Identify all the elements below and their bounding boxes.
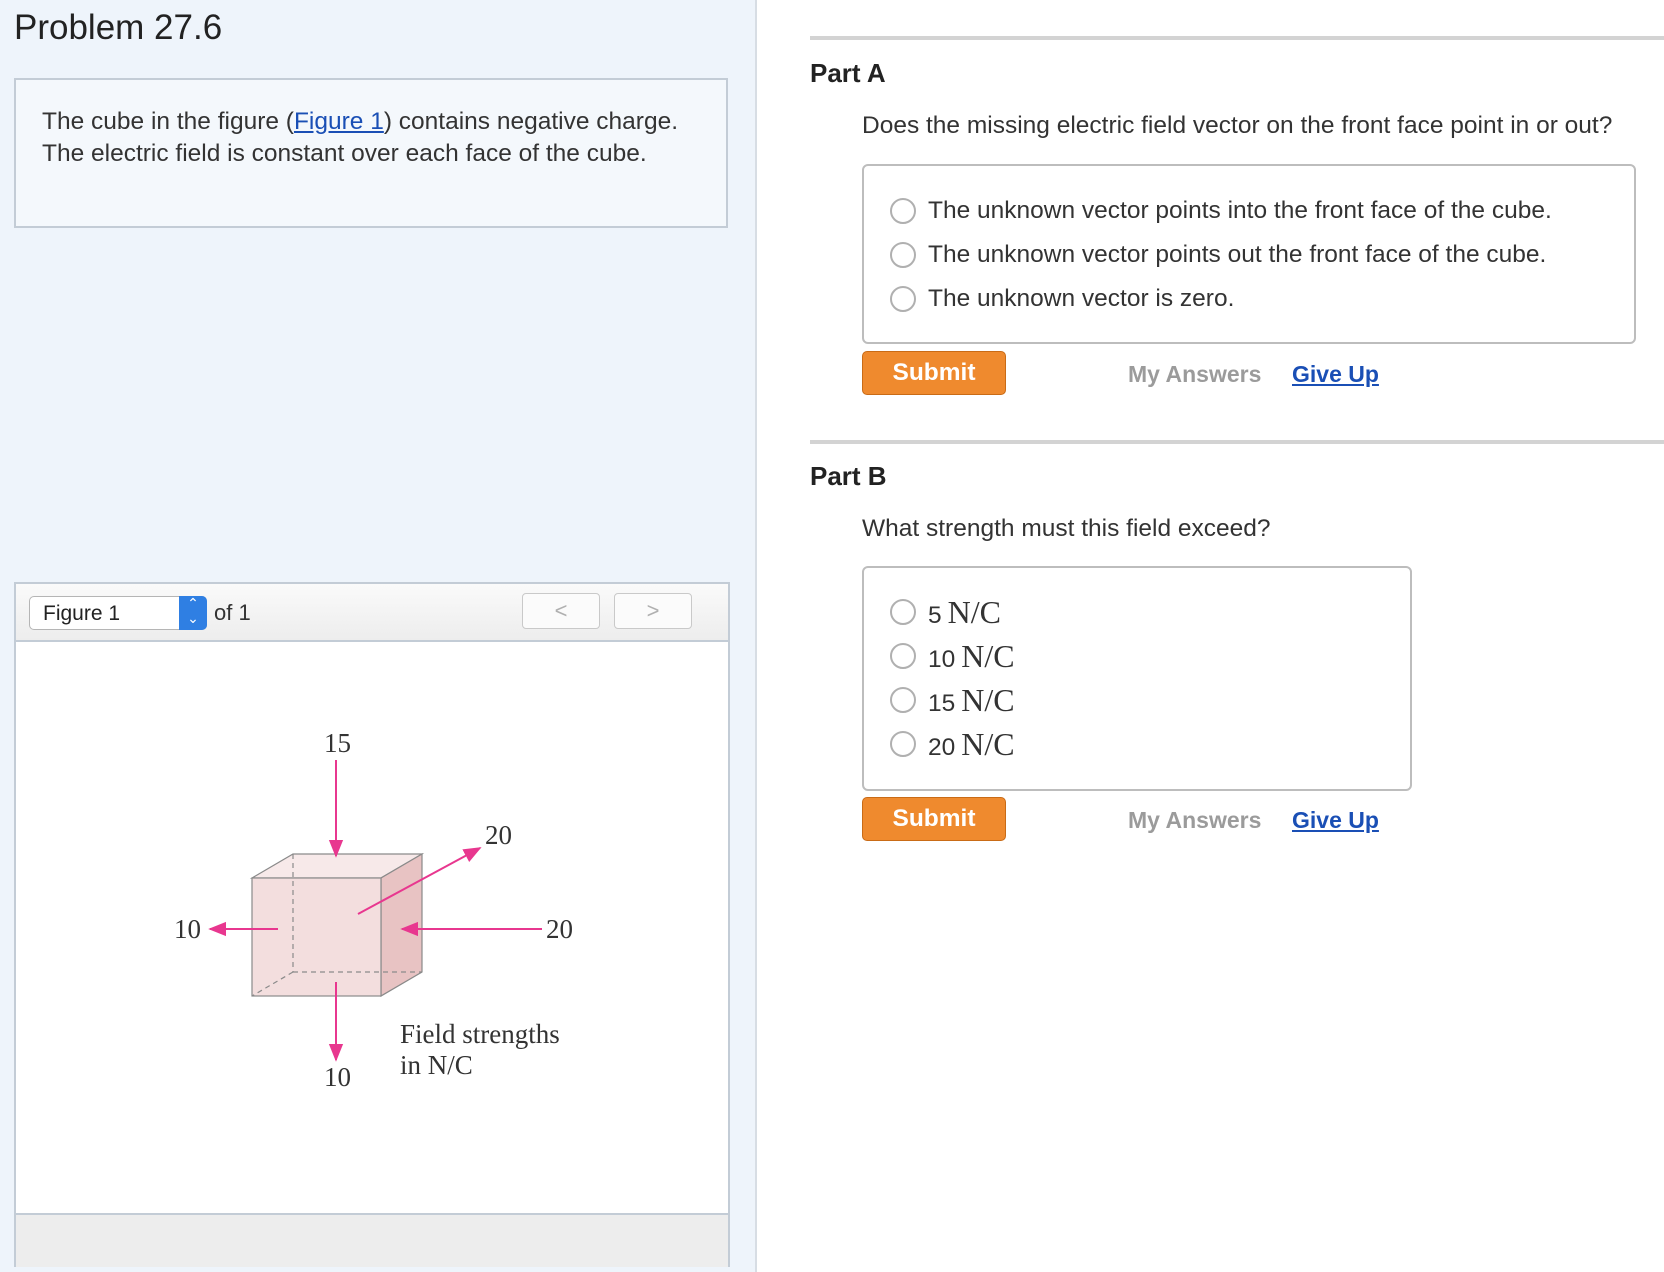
problem-text-before: The cube in the figure ( [42, 108, 294, 135]
option-value: 5 [928, 601, 942, 629]
part-a-option-label: The unknown vector points into the front face of the cube. [928, 197, 1552, 224]
figure-link[interactable]: Figure 1 [293, 108, 384, 135]
part-a-submit-button[interactable]: Submit [862, 351, 1006, 395]
chevron-right-icon: > [646, 598, 660, 623]
part-b-option-label [928, 726, 1015, 763]
part-b-submit-button[interactable]: Submit [862, 797, 1006, 841]
select-arrows-icon: ⌃ ⌄ [179, 596, 207, 630]
radio-button[interactable] [890, 687, 916, 713]
radio-button[interactable] [890, 198, 916, 224]
cube-side-face [381, 854, 422, 996]
problem-statement [42, 106, 682, 170]
part-b-option-label [928, 594, 1001, 631]
part-b-my-answers: My Answers [1128, 807, 1262, 833]
radio-button[interactable] [890, 599, 916, 625]
part-a-my-answers: My Answers [1128, 361, 1262, 387]
part-a-options [862, 164, 1636, 344]
problem-title: Problem 27.6 [14, 8, 223, 47]
part-b-option[interactable] [890, 637, 1015, 674]
part-a-option-label: The unknown vector is zero. [928, 285, 1235, 312]
cube-front-face [252, 878, 381, 996]
cube-diagram [16, 642, 728, 1212]
radio-button[interactable] [890, 731, 916, 757]
part-b-heading: Part B [810, 461, 887, 491]
figure-caption-line1: Field strengths [400, 1019, 560, 1049]
figure-footer [16, 1213, 728, 1267]
figure-toolbar [16, 584, 728, 642]
previous-figure-button[interactable] [522, 593, 600, 629]
option-unit: N/C [961, 681, 1015, 718]
radio-button[interactable] [890, 286, 916, 312]
part-a-question: Does the missing electric field vector on the front face point in or out? [862, 112, 1613, 139]
option-unit: N/C [947, 593, 1001, 630]
part-b-option[interactable] [890, 681, 1015, 718]
part-a-option[interactable] [890, 283, 1234, 315]
part-b-option[interactable] [890, 593, 1001, 630]
left-field-value: 10 [174, 914, 201, 944]
part-b-give-up-link[interactable]: Give Up [1292, 807, 1379, 833]
figure-count: of 1 [214, 600, 251, 625]
part-a-divider [810, 36, 1664, 40]
part-a-give-up-link[interactable]: Give Up [1292, 361, 1379, 387]
part-b-options [862, 566, 1412, 791]
option-unit: N/C [961, 725, 1015, 762]
part-b-option-label [928, 638, 1015, 675]
part-a-option[interactable] [890, 195, 1552, 227]
radio-button[interactable] [890, 643, 916, 669]
problem-statement-box [14, 78, 728, 228]
option-value: 15 [928, 689, 956, 717]
part-b-option-label [928, 682, 1015, 719]
figure-caption-line2: in N/C [400, 1050, 473, 1080]
figure-image [16, 642, 728, 1212]
part-a-option-label: The unknown vector points out the front face of the cube. [928, 241, 1547, 268]
part-b-question: What strength must this field exceed? [862, 515, 1271, 542]
top-field-value: 15 [324, 728, 351, 758]
option-value: 10 [928, 645, 956, 673]
bottom-field-value: 10 [324, 1062, 351, 1092]
problem-panel [0, 0, 755, 1272]
figure-select[interactable] [29, 596, 207, 630]
option-unit: N/C [961, 637, 1015, 674]
figure-select-label: Figure 1 [43, 602, 121, 625]
option-value: 20 [928, 733, 956, 761]
figure-panel [14, 582, 730, 1267]
part-a-heading: Part A [810, 58, 886, 88]
column-divider [755, 0, 757, 1272]
back-field-value: 20 [485, 820, 512, 850]
problem-text-after: ) contains negative charge. The electric field is constant over each face of the cube. [42, 108, 679, 167]
next-figure-button[interactable] [614, 593, 692, 629]
part-b-divider [810, 440, 1664, 444]
part-a-option[interactable] [890, 239, 1546, 271]
part-b-option[interactable] [890, 725, 1015, 762]
chevron-left-icon: < [554, 598, 568, 623]
radio-button[interactable] [890, 242, 916, 268]
right-field-value: 20 [546, 914, 573, 944]
